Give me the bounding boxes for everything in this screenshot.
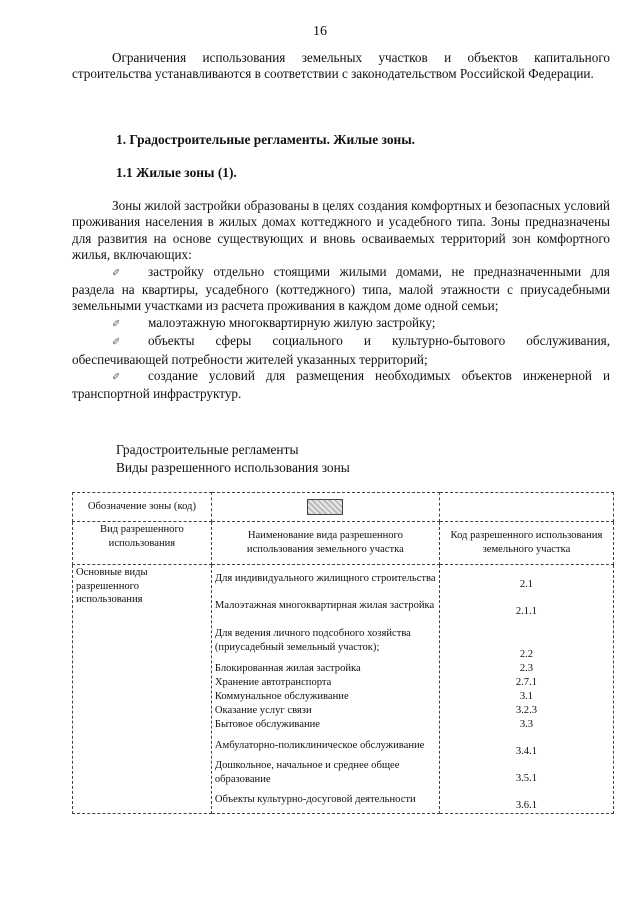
bullet-text: малоэтажную многоквартирную жилую застройку; bbox=[148, 314, 436, 330]
col1-header: Вид разрешенного использования bbox=[73, 522, 212, 565]
use-code: 2.1.1 bbox=[515, 606, 538, 618]
use-code: 3.4.1 bbox=[515, 746, 538, 758]
pencil-bullet-icon: ✐ bbox=[112, 337, 121, 349]
use-codes-cell bbox=[439, 565, 613, 814]
use-code: 3.1 bbox=[519, 691, 534, 703]
bullet-item bbox=[72, 368, 610, 403]
use-name: Малоэтажная многоквартирная жилая застройка bbox=[214, 599, 435, 611]
subsection-heading: 1.1 Жилые зоны (1). bbox=[116, 165, 237, 180]
bullet-item bbox=[72, 264, 610, 315]
section-heading: 1. Градостроительные регламенты. Жилые зоны. bbox=[116, 132, 416, 147]
pencil-bullet-icon: ✐ bbox=[112, 267, 121, 279]
caption-line: Виды разрешенного использования зоны bbox=[116, 460, 350, 475]
caption-line: Градостроительные регламенты bbox=[116, 442, 299, 457]
use-names-cell bbox=[211, 565, 439, 814]
use-code: 3.5.1 bbox=[515, 773, 538, 785]
zone-code-cell bbox=[211, 493, 439, 522]
bullet-text: создание условий для размещения необходимых объектов инженерной и транспортной инфраструктур. bbox=[72, 368, 610, 402]
col3-header: Код разрешенного использования земельного участка bbox=[439, 522, 613, 565]
use-name: Для индивидуального жилищного строительства bbox=[214, 572, 436, 584]
group-label: Основные виды разрешенного использования bbox=[73, 565, 212, 814]
zone-description: Зоны жилой застройки образованы в целях создания комфортных и безопасных условий проживания населения в жилых домах коттеджного и усадебного типа. Зоны предназначены для развития на основе существующих и вновь осваиваемых территорий зон комфортного жилья, включающих: bbox=[72, 198, 610, 263]
bullet-item bbox=[72, 333, 610, 368]
intro-paragraph: Ограничения использования земельных участков и объектов капитального строительства устанавливаются в соответствии с законодательством Российской Федерации. bbox=[72, 50, 610, 82]
zone-label-cell: Обозначение зоны (код) bbox=[73, 493, 212, 522]
use-name: Бытовое обслуживание bbox=[214, 719, 320, 731]
use-name: Оказание услуг связи bbox=[214, 705, 312, 717]
use-name: Для ведения личного подсобного хозяйства (приусадебный земельный участок); bbox=[214, 627, 411, 653]
pencil-bullet-icon: ✐ bbox=[112, 318, 121, 330]
bullet-text: застройку отдельно стоящими жилыми домами, не предназначенными для раздела на квартиры, усадебного (коттеджного) типа, малой этажности с приусадебными земельными участками из расчета проживания в каждом доме одной семьи; bbox=[72, 263, 610, 314]
table-caption bbox=[116, 441, 350, 477]
use-name: Блокированная жилая застройка bbox=[214, 663, 361, 675]
use-code: 2.2 bbox=[519, 649, 534, 661]
col2-header: Наименование вида разрешенного использования земельного участка bbox=[211, 522, 439, 565]
zone-code-box bbox=[307, 499, 343, 515]
header-row bbox=[73, 522, 614, 565]
use-code: 3.3 bbox=[519, 719, 534, 731]
page-number: 16 bbox=[313, 24, 327, 39]
empty-cell bbox=[439, 493, 613, 522]
use-name: Дошкольное, начальное и среднее общее образование bbox=[214, 759, 400, 785]
use-name: Объекты культурно-досуговой деятельности bbox=[214, 793, 416, 805]
use-code: 2.7.1 bbox=[515, 677, 538, 689]
pencil-bullet-icon: ✐ bbox=[112, 372, 121, 384]
bullet-item bbox=[72, 315, 610, 333]
use-code: 3.6.1 bbox=[515, 800, 538, 812]
zone-description-block bbox=[72, 198, 610, 403]
bullet-text: объекты сферы социального и культурно-бытового обслуживания, обеспечивающей потребности жителей указанных территорий; bbox=[72, 333, 610, 367]
use-code: 3.2.3 bbox=[515, 705, 538, 717]
use-name: Коммунальное обслуживание bbox=[214, 691, 349, 703]
table-row bbox=[73, 565, 614, 814]
regulations-table bbox=[72, 492, 614, 814]
use-code: 2.3 bbox=[519, 663, 534, 675]
use-name: Амбулаторно-поликлиническое обслуживание bbox=[214, 739, 425, 751]
use-name: Хранение автотранспорта bbox=[214, 677, 332, 689]
use-code: 2.1 bbox=[519, 579, 534, 591]
zone-row bbox=[73, 493, 614, 522]
